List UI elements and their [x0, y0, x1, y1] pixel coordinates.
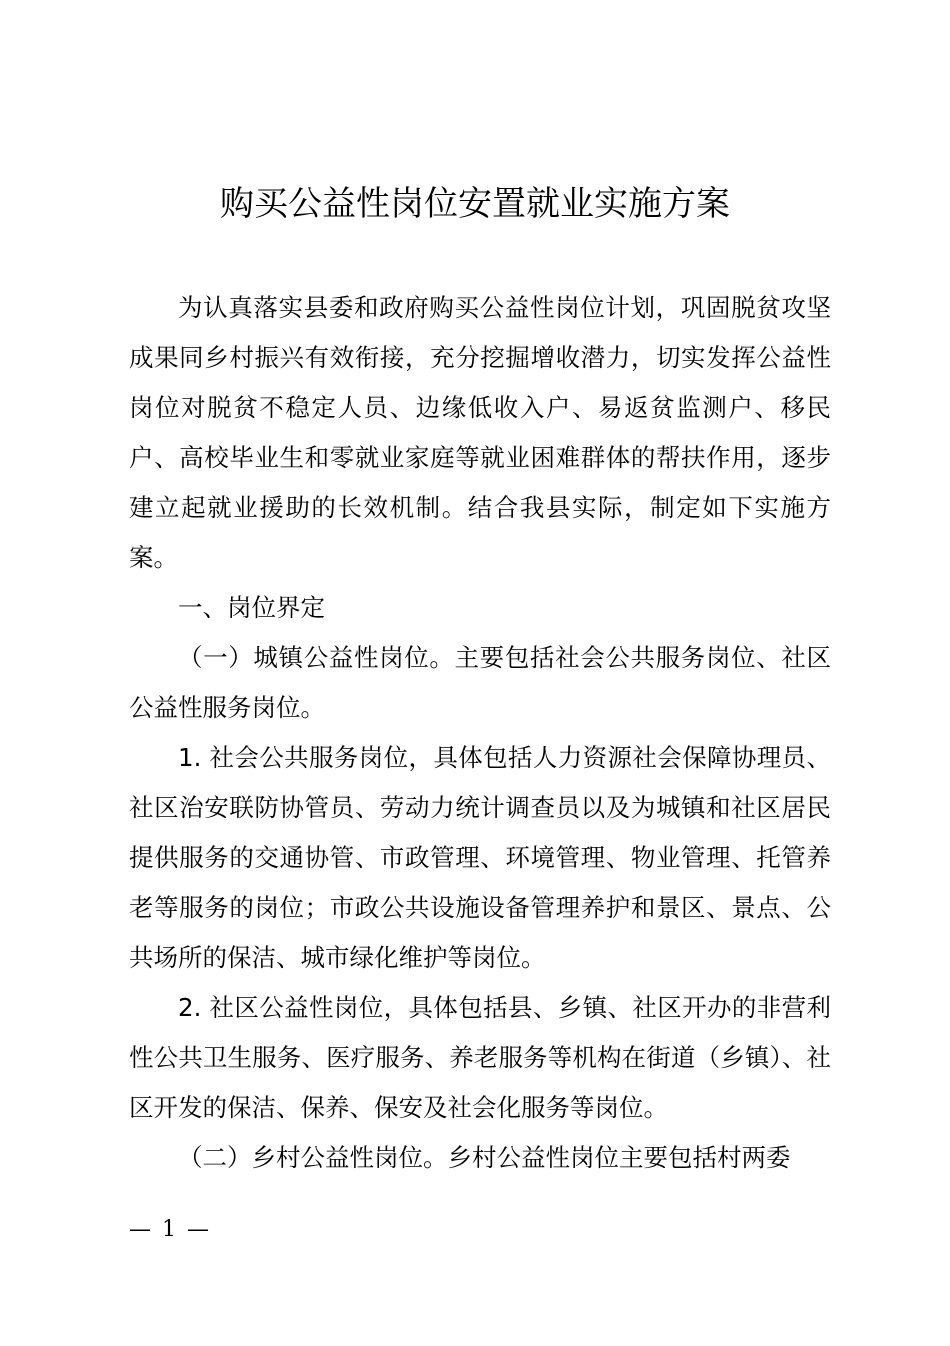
document-body	[129, 283, 831, 1183]
document-title: 购买公益性岗位安置就业实施方案	[220, 184, 730, 224]
item-paragraph: 2. 社区公益性岗位，具体包括县、乡镇、社区开办的非营利性公共卫生服务、医疗服务、养老服务等机构在街道（乡镇）、社区开发的保洁、保养、保安及社会化服务等岗位。	[129, 993, 831, 1122]
subsection-paragraph: （一）城镇公益性岗位。主要包括社会公共服务岗位、社区公益性服务岗位。	[129, 643, 831, 722]
page-number: — 1 —	[129, 1217, 211, 1242]
item-paragraph: 1. 社会公共服务岗位，具体包括人力资源社会保障协理员、社区治安联防协管员、劳动力统计调查员以及为城镇和社区居民提供服务的交通协管、市政管理、环境管理、物业管理、托管养老等服务的岗位；市政公共设施设备管理养护和景区、景点、公共场所的保洁、城市绿化维护等岗位。	[129, 743, 831, 972]
subsection-paragraph: （二）乡村公益性岗位。乡村公益性岗位主要包括村两委	[178, 1143, 791, 1172]
intro-paragraph: 为认真落实县委和政府购买公益性岗位计划，巩固脱贫攻坚成果同乡村振兴有效衔接，充分挖掘增收潜力，切实发挥公益性岗位对脱贫不稳定人员、边缘低收入户、易返贫监测户、移民户、高校毕业生和零就业家庭等就业困难群体的帮扶作用，逐步建立起就业援助的长效机制。结合我县实际，制定如下实施方案。	[129, 293, 831, 572]
section-heading: 一、岗位界定	[178, 593, 325, 622]
